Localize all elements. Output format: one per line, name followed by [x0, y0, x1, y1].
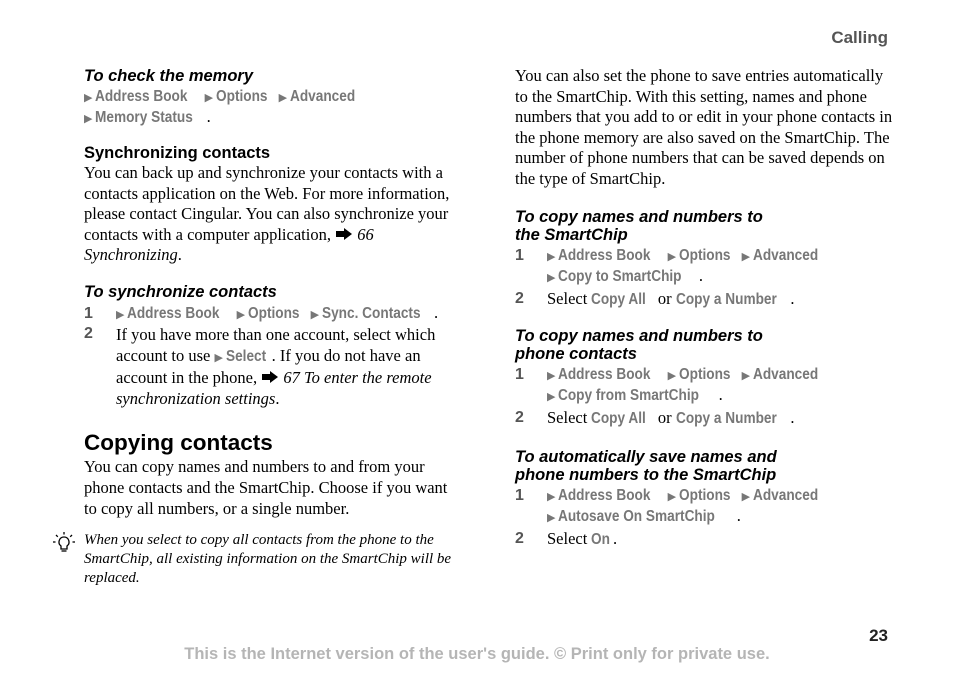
step-1-cont: ▶ Copy from SmartChip .: [547, 385, 723, 405]
step-1: [515, 485, 895, 506]
menu-item[interactable]: Advanced: [753, 366, 819, 384]
menu-path: ▶ Memory Status .: [84, 107, 211, 126]
select-softkey[interactable]: Select: [225, 347, 267, 365]
step-number: 1: [84, 304, 93, 322]
step-number: 2: [84, 324, 93, 342]
copying-paragraph: You can copy names and numbers to and from your phone contacts and the SmartChip. Choose if you want to copy all numbers, or a single number.: [84, 457, 448, 518]
step-2: [84, 325, 464, 409]
option-copy-all[interactable]: Copy All: [591, 410, 647, 428]
step-number: 1: [515, 486, 524, 504]
menu-item[interactable]: Options: [679, 366, 731, 384]
menu-arrow-icon: ▶: [236, 308, 246, 321]
footer-notice: This is the Internet version of the user's guide. © Print only for private use.: [184, 645, 770, 663]
menu-item[interactable]: Copy to SmartChip: [558, 267, 682, 285]
menu-item[interactable]: Advanced: [753, 486, 819, 504]
tip-note: [84, 531, 464, 588]
left-column: [84, 66, 464, 588]
menu-arrow-icon: ▶: [278, 92, 288, 104]
menu-item[interactable]: Advanced: [290, 88, 356, 105]
sync-text: You can back up and synchronize your contacts with a contacts application on the Web. For more information, please contact Cingular. You can also synchronize your contacts with a computer application,: [84, 163, 450, 244]
heading-line: To copy names and numbers to: [515, 207, 763, 226]
menu-item[interactable]: Address Book: [558, 246, 651, 264]
menu-item[interactable]: Address Book: [558, 366, 651, 384]
menu-arrow-icon: ▶: [547, 271, 556, 284]
menu-item[interactable]: Address Book: [127, 304, 220, 322]
step-number: 2: [515, 529, 524, 547]
menu-arrow-icon: ▶: [667, 250, 677, 263]
step-text: If you have more than one account, select which account to use: [116, 324, 436, 365]
xref-link[interactable]: 66 Synchronizing: [84, 224, 374, 265]
step-1-cont: ▶ Autosave On SmartChip .: [547, 505, 741, 525]
check-memory-heading: To check the memory: [84, 67, 254, 85]
sync-task-section: [84, 283, 464, 409]
menu-item[interactable]: Address Book: [95, 88, 188, 105]
menu-arrow-icon: ▶: [116, 308, 125, 321]
menu-item[interactable]: Autosave On SmartChip: [558, 507, 716, 525]
tip-text: When you select to copy all contacts from the phone to the SmartChip, all existing information on the SmartChip will be replaced.: [84, 532, 452, 587]
option-copy-all[interactable]: Copy All: [591, 290, 647, 308]
menu-arrow-icon: ▶: [667, 370, 677, 383]
menu-arrow-icon: ▶: [741, 250, 751, 263]
copy-from-heading: [515, 327, 895, 363]
heading-line: phone contacts: [515, 345, 637, 364]
menu-arrow-icon: ▶: [310, 308, 320, 321]
step-end: .: [275, 388, 280, 408]
menu-arrow-icon: ▶: [84, 92, 93, 104]
menu-arrow-icon: ▶: [547, 370, 556, 383]
autosave-section: [515, 448, 895, 551]
menu-item[interactable]: Options: [679, 486, 731, 504]
heading-line: To automatically save names and: [515, 447, 777, 466]
copy-to-section: [515, 208, 895, 311]
menu-arrow-icon: ▶: [84, 113, 93, 125]
lightbulb-icon: [52, 531, 76, 555]
check-memory-section: [84, 67, 464, 128]
sync-paragraph: [84, 163, 464, 266]
step-2: 2 Select On .: [515, 529, 895, 551]
autosave-intro: You can also set the phone to save entries automatically to the SmartChip. With this setting, names and phone numbers that you add to or edit in your phone contacts in the phone memory are also saved on the SmartChip. The number of phone numbers that can be saved depends on the type of SmartChip.: [515, 66, 893, 188]
menu-item[interactable]: Advanced: [753, 246, 819, 264]
step-text: . If you do not have an account in the phone,: [116, 345, 421, 388]
heading-line: To copy names and numbers to: [515, 327, 763, 346]
step-number: 2: [515, 409, 524, 427]
option-copy-a-number[interactable]: Copy a Number: [675, 290, 777, 308]
menu-arrow-icon: ▶: [214, 351, 223, 364]
menu-arrow-icon: ▶: [547, 490, 556, 503]
right-column: [515, 66, 895, 550]
menu-item[interactable]: Copy from SmartChip: [558, 387, 700, 405]
copy-from-section: [515, 327, 895, 430]
heading-line: phone numbers to the SmartChip: [515, 465, 777, 484]
menu-path: [84, 86, 464, 107]
copying-heading: Copying contacts: [84, 430, 273, 456]
sync-task-heading: To synchronize contacts: [84, 282, 277, 301]
sync-end: .: [177, 245, 182, 265]
step-2: 2 Select Copy All or Copy a Number .: [515, 408, 895, 430]
option-copy-a-number[interactable]: Copy a Number: [675, 410, 777, 428]
menu-item[interactable]: Options: [248, 304, 300, 322]
menu-arrow-icon: ▶: [547, 250, 556, 263]
step-2: 2 Select Copy All or Copy a Number .: [515, 289, 895, 311]
step-number: 1: [515, 246, 524, 264]
option-on[interactable]: On: [591, 530, 611, 548]
menu-arrow-icon: ▶: [741, 370, 751, 383]
copy-to-heading: [515, 208, 895, 244]
step-text: or: [657, 288, 672, 308]
step-number: 2: [515, 289, 524, 307]
step-text: Select: [547, 528, 588, 548]
step-1: 1 ▶ Address Book ▶ Options ▶ Sync. Contacts .: [84, 302, 439, 322]
step-text: Select: [547, 408, 588, 428]
heading-line: the SmartChip: [515, 225, 628, 244]
menu-item[interactable]: Options: [216, 88, 268, 105]
pointing-hand-icon: [261, 370, 279, 384]
page-number: 23: [869, 626, 888, 645]
menu-arrow-icon: ▶: [547, 391, 556, 404]
step-text: or: [657, 408, 672, 428]
step-1-cont: ▶ Copy to SmartChip .: [547, 265, 703, 285]
pointing-hand-icon: [335, 227, 353, 241]
menu-arrow-icon: ▶: [204, 92, 214, 104]
menu-arrow-icon: ▶: [667, 490, 677, 503]
menu-item[interactable]: Sync. Contacts: [322, 304, 421, 322]
menu-item[interactable]: Memory Status: [95, 109, 194, 126]
copying-section: [84, 430, 464, 588]
xref-link[interactable]: 67 To enter the remote synchronization settings: [116, 368, 432, 408]
menu-arrow-icon: ▶: [741, 490, 751, 503]
step-number: 1: [515, 366, 524, 384]
section-header: Calling: [831, 28, 888, 47]
step-2-text: [116, 325, 464, 409]
sync-section: [84, 144, 464, 266]
menu-arrow-icon: ▶: [547, 511, 556, 524]
step-text: Select: [547, 288, 588, 308]
menu-item[interactable]: Address Book: [558, 486, 651, 504]
sync-heading: Synchronizing contacts: [84, 144, 271, 162]
autosave-heading: [515, 448, 895, 484]
menu-item[interactable]: Options: [679, 246, 731, 264]
step-1: [515, 364, 895, 385]
step-1: [515, 245, 895, 266]
